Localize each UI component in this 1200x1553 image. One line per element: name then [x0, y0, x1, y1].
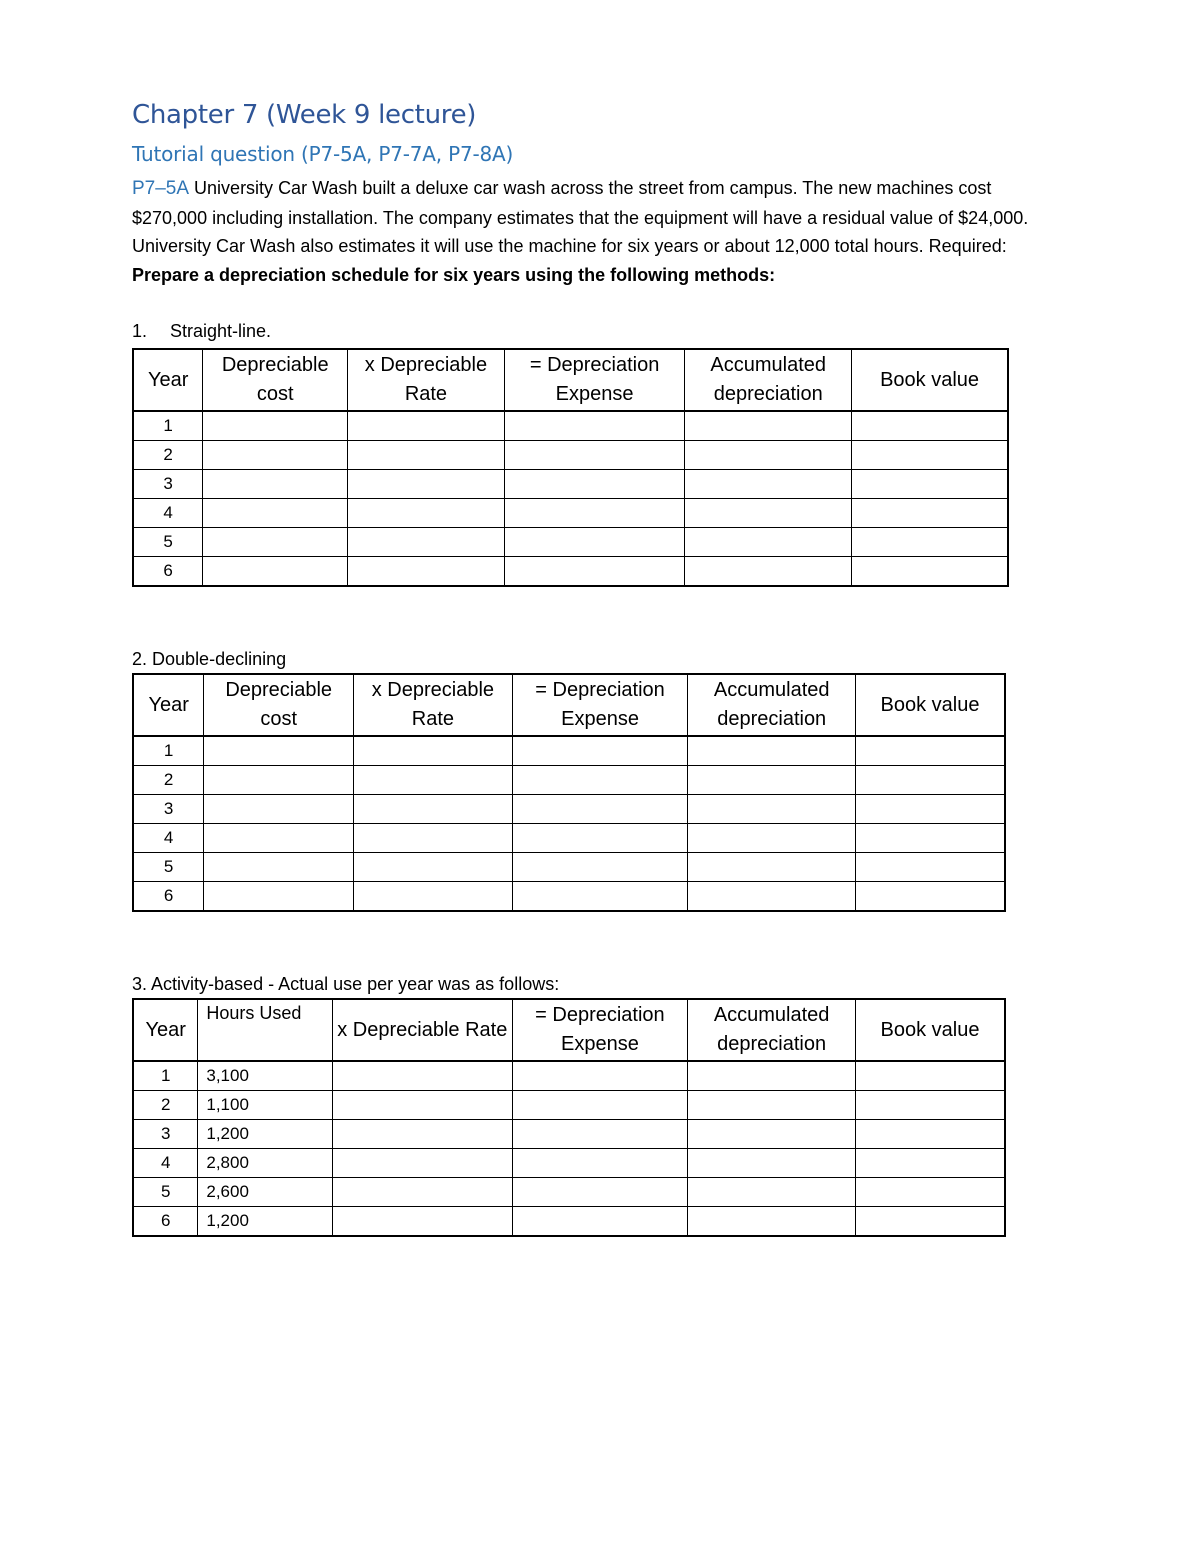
cell	[348, 441, 505, 470]
cell	[856, 1207, 1006, 1237]
section-double-declining-label	[132, 648, 286, 670]
table-header-row	[133, 674, 1005, 736]
year-cell: 6	[133, 882, 204, 912]
cell	[856, 882, 1005, 912]
cell	[203, 441, 348, 470]
cell	[688, 824, 856, 853]
cell	[354, 882, 513, 912]
year-cell: 2	[133, 441, 203, 470]
cell	[688, 1091, 856, 1120]
year-cell: 2	[133, 1091, 198, 1120]
cell	[688, 882, 856, 912]
cell	[685, 557, 852, 587]
cell	[512, 795, 688, 824]
hours-used-cell: 1,100	[198, 1091, 333, 1120]
cell	[204, 795, 354, 824]
cell	[512, 766, 688, 795]
cell	[332, 1207, 512, 1237]
year-cell: 1	[133, 1061, 198, 1091]
year-cell: 3	[133, 795, 204, 824]
year-cell: 5	[133, 528, 203, 557]
cell	[204, 853, 354, 882]
cell	[856, 736, 1005, 766]
cell	[856, 1178, 1006, 1207]
year-cell: 6	[133, 557, 203, 587]
header-depreciable-rate: x Depreciable Rate	[354, 674, 513, 736]
double-declining-table	[132, 673, 1006, 912]
header-depreciation-expense: = Depreciation Expense	[512, 999, 688, 1061]
header-hours-used: Hours Used	[198, 999, 333, 1061]
cell	[685, 411, 852, 441]
cell	[354, 824, 513, 853]
cell	[332, 1061, 512, 1091]
cell	[512, 1207, 688, 1237]
year-cell: 5	[133, 853, 204, 882]
hours-used-cell: 2,600	[198, 1178, 333, 1207]
table-row	[133, 736, 1005, 766]
header-book-value: Book value	[856, 999, 1006, 1061]
cell	[348, 528, 505, 557]
cell	[354, 766, 513, 795]
table-row	[133, 766, 1005, 795]
section-title: Activity-based - Actual use per year was as follows:	[151, 974, 560, 994]
cell	[512, 882, 688, 912]
table-row	[133, 1120, 1005, 1149]
header-depreciable-rate: x Depreciable Rate	[332, 999, 512, 1061]
cell	[856, 1120, 1006, 1149]
table-row	[133, 499, 1008, 528]
table-row	[133, 441, 1008, 470]
problem-required: Prepare a depreciation schedule for six years using the following methods:	[132, 264, 776, 285]
document-page	[132, 100, 1072, 289]
cell	[512, 853, 688, 882]
cell	[504, 499, 685, 528]
cell	[688, 766, 856, 795]
year-cell: 2	[133, 766, 204, 795]
cell	[856, 824, 1005, 853]
table-row	[133, 1207, 1005, 1237]
cell	[688, 1207, 856, 1237]
cell	[204, 766, 354, 795]
table-row	[133, 853, 1005, 882]
cell	[852, 411, 1008, 441]
cell	[354, 853, 513, 882]
problem-statement	[132, 174, 1062, 289]
cell	[203, 470, 348, 499]
cell	[685, 528, 852, 557]
header-depreciation-expense: = Depreciation Expense	[512, 674, 688, 736]
cell	[688, 1149, 856, 1178]
cell	[348, 499, 505, 528]
cell	[204, 736, 354, 766]
table-row	[133, 1178, 1005, 1207]
activity-based-table	[132, 998, 1006, 1237]
cell	[688, 1061, 856, 1091]
cell	[203, 557, 348, 587]
header-book-value: Book value	[852, 349, 1008, 411]
cell	[688, 795, 856, 824]
table-header-row	[133, 349, 1008, 411]
section-title: Straight-line.	[170, 321, 272, 341]
table-row	[133, 557, 1008, 587]
hours-used-cell: 1,200	[198, 1207, 333, 1237]
cell	[512, 824, 688, 853]
table-row	[133, 528, 1008, 557]
cell	[348, 411, 505, 441]
section-title: Double-declining	[152, 649, 287, 669]
straight-line-table	[132, 348, 1009, 587]
cell	[856, 795, 1005, 824]
header-accumulated-depreciation: Accumulated depreciation	[688, 674, 856, 736]
year-cell: 1	[133, 411, 203, 441]
header-accumulated-depreciation: Accumulated depreciation	[685, 349, 852, 411]
header-year: Year	[133, 999, 198, 1061]
cell	[685, 441, 852, 470]
hours-used-cell: 1,200	[198, 1120, 333, 1149]
cell	[332, 1149, 512, 1178]
cell	[512, 1120, 688, 1149]
header-depreciable-cost: Depreciable cost	[204, 674, 354, 736]
cell	[856, 853, 1005, 882]
cell	[512, 736, 688, 766]
cell	[354, 736, 513, 766]
cell	[852, 528, 1008, 557]
year-cell: 1	[133, 736, 204, 766]
cell	[688, 736, 856, 766]
table-row	[133, 1149, 1005, 1178]
cell	[856, 1091, 1006, 1120]
cell	[852, 499, 1008, 528]
cell	[504, 441, 685, 470]
cell	[688, 1178, 856, 1207]
cell	[203, 528, 348, 557]
cell	[504, 528, 685, 557]
chapter-title: Chapter 7 (Week 9 lecture)	[132, 100, 477, 130]
cell	[688, 1120, 856, 1149]
year-cell: 3	[133, 1120, 198, 1149]
hours-used-cell: 3,100	[198, 1061, 333, 1091]
header-accumulated-depreciation: Accumulated depreciation	[688, 999, 856, 1061]
tutorial-title: Tutorial question (P7-5A, P7-7A, P7-8A)	[132, 142, 514, 166]
cell	[203, 411, 348, 441]
problem-text: University Car Wash built a deluxe car wash across the street from campus. The new machines cost $270,000 including installation. The company estimates that the equipment will have a residual value of $24,000. University Car Wash also estimates it will use the machine for six years or about 12,000 total hours. Required:	[132, 178, 1029, 256]
cell	[332, 1091, 512, 1120]
problem-code: P7–5A	[132, 178, 190, 199]
cell	[852, 441, 1008, 470]
cell	[332, 1120, 512, 1149]
cell	[852, 470, 1008, 499]
cell	[685, 470, 852, 499]
section-number: 3.	[132, 974, 148, 994]
year-cell: 4	[133, 499, 203, 528]
header-depreciable-rate: x Depreciable Rate	[348, 349, 505, 411]
cell	[354, 795, 513, 824]
header-book-value: Book value	[856, 674, 1005, 736]
table-row	[133, 795, 1005, 824]
cell	[348, 557, 505, 587]
cell	[348, 470, 505, 499]
cell	[204, 882, 354, 912]
cell	[512, 1178, 688, 1207]
table-header-row	[133, 999, 1005, 1061]
table-row	[133, 882, 1005, 912]
cell	[856, 1149, 1006, 1178]
cell	[204, 824, 354, 853]
year-cell: 6	[133, 1207, 198, 1237]
section-number: 1.	[132, 321, 148, 341]
table-row	[133, 470, 1008, 499]
cell	[856, 1061, 1006, 1091]
table-row	[133, 824, 1005, 853]
header-depreciable-cost: Depreciable cost	[203, 349, 348, 411]
cell	[504, 411, 685, 441]
header-year: Year	[133, 349, 203, 411]
hours-used-cell: 2,800	[198, 1149, 333, 1178]
table-row	[133, 1091, 1005, 1120]
cell	[852, 557, 1008, 587]
section-straight-line-label	[132, 320, 271, 342]
cell	[685, 499, 852, 528]
cell	[504, 470, 685, 499]
year-cell: 3	[133, 470, 203, 499]
cell	[203, 499, 348, 528]
year-cell: 4	[133, 824, 204, 853]
table-row	[133, 411, 1008, 441]
header-year: Year	[133, 674, 204, 736]
section-number: 2.	[132, 649, 148, 669]
year-cell: 5	[133, 1178, 198, 1207]
section-activity-based-label	[132, 973, 559, 995]
table-row	[133, 1061, 1005, 1091]
cell	[856, 766, 1005, 795]
cell	[688, 853, 856, 882]
cell	[512, 1149, 688, 1178]
cell	[332, 1178, 512, 1207]
year-cell: 4	[133, 1149, 198, 1178]
header-depreciation-expense: = Depreciation Expense	[504, 349, 685, 411]
cell	[512, 1091, 688, 1120]
cell	[512, 1061, 688, 1091]
cell	[504, 557, 685, 587]
